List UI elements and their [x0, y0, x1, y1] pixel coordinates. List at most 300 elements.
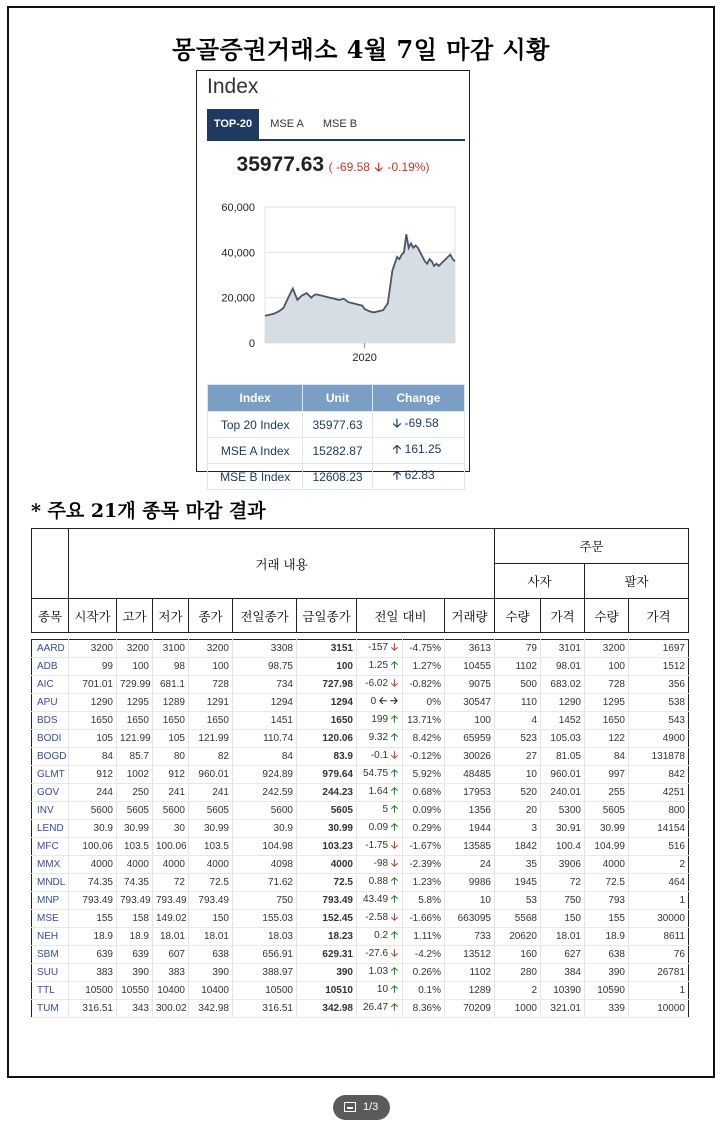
table-row [32, 658, 689, 676]
cell-bq: 35 [495, 856, 541, 874]
tab-mse-a[interactable]: MSE A [270, 118, 304, 130]
cell-close: 960.01 [189, 766, 233, 784]
header-sell-group: 팔자 [585, 564, 689, 599]
cell-pct: 0% [403, 694, 445, 712]
cell-bp: 627 [541, 946, 585, 964]
y-tick-label: 0 [248, 338, 255, 350]
cell-vol: 9075 [445, 676, 495, 694]
up-arrow-icon: 🡡 [392, 468, 402, 482]
down-arrow-icon: 🡣 [390, 642, 398, 653]
cell-prev: 4098 [233, 856, 297, 874]
cell-diff [357, 856, 403, 874]
col-header: 종가 [189, 599, 233, 633]
cell-sp: 8611 [629, 928, 689, 946]
cell-prev: 155.03 [233, 910, 297, 928]
cell-vol: 13585 [445, 838, 495, 856]
index-row [208, 438, 465, 464]
up-arrow-icon: 🡡 [390, 876, 398, 887]
index-value-line [197, 153, 469, 179]
cell-pct: -1.67% [403, 838, 445, 856]
cell-bq: 1842 [495, 838, 541, 856]
header-buy-group: 사자 [495, 564, 585, 599]
cell-sym: ADB [32, 658, 69, 676]
down-arrow-icon: 🡣 [392, 416, 402, 430]
page-count: 1/3 [363, 1101, 379, 1113]
cell-sym: MNP [32, 892, 69, 910]
cell-vol: 3613 [445, 640, 495, 658]
cell-bp: 150 [541, 910, 585, 928]
cell-sym: GLMT [32, 766, 69, 784]
cell-low: 681.1 [153, 676, 189, 694]
up-arrow-icon: 🡡 [390, 984, 398, 995]
cell-high: 85.7 [117, 748, 153, 766]
cell-low: 30 [153, 820, 189, 838]
cell-bp: 960.01 [541, 766, 585, 784]
cell-sp: 800 [629, 802, 689, 820]
cell-bp: 100.4 [541, 838, 585, 856]
cell-high: 793.49 [117, 892, 153, 910]
index-name: MSE B Index [208, 464, 303, 490]
cell-sym: NEH [32, 928, 69, 946]
cell-pct: -4.2% [403, 946, 445, 964]
index-row [208, 464, 465, 490]
table-row [32, 946, 689, 964]
cell-close: 103.5 [189, 838, 233, 856]
table-row [32, 712, 689, 730]
cell-low: 100.06 [153, 838, 189, 856]
cell-prev: 316.51 [233, 1000, 297, 1018]
cell-today: 152.45 [297, 910, 357, 928]
cell-open: 18.9 [69, 928, 117, 946]
cell-sp: 516 [629, 838, 689, 856]
cell-diff [357, 694, 403, 712]
cell-today: 1650 [297, 712, 357, 730]
cell-low: 300.02 [153, 1000, 189, 1018]
cell-close: 638 [189, 946, 233, 964]
cell-bp: 10390 [541, 982, 585, 1000]
cell-low: 72 [153, 874, 189, 892]
table-row [32, 928, 689, 946]
cell-high: 121.99 [117, 730, 153, 748]
cell-close: 728 [189, 676, 233, 694]
table-header [31, 528, 689, 633]
cell-prev: 10500 [233, 982, 297, 1000]
cell-close: 150 [189, 910, 233, 928]
diff-value: -1.75 [365, 840, 389, 851]
cell-sym: LEND [32, 820, 69, 838]
table-row [32, 856, 689, 874]
cell-prev: 1294 [233, 694, 297, 712]
index-change-value: 161.25 [404, 442, 442, 456]
cell-pct: 0.68% [403, 784, 445, 802]
cell-sq: 18.9 [585, 928, 629, 946]
widget-title: Index [207, 75, 259, 98]
cell-high: 343 [117, 1000, 153, 1018]
cell-today: 390 [297, 964, 357, 982]
cell-open: 383 [69, 964, 117, 982]
cell-vol: 733 [445, 928, 495, 946]
cell-diff [357, 892, 403, 910]
cell-bp: 1290 [541, 694, 585, 712]
cell-today: 5605 [297, 802, 357, 820]
cell-diff [357, 910, 403, 928]
cell-high: 30.99 [117, 820, 153, 838]
table-row [32, 964, 689, 982]
diff-value: -2.58 [365, 912, 389, 923]
cell-vol: 65959 [445, 730, 495, 748]
cell-bp: 98.01 [541, 658, 585, 676]
table-row [32, 676, 689, 694]
down-arrow-icon: 🡣 [390, 948, 398, 959]
cell-sp: 543 [629, 712, 689, 730]
diff-value: 0 [370, 696, 377, 707]
cell-pct: -2.39% [403, 856, 445, 874]
cell-bp: 750 [541, 892, 585, 910]
cell-close: 390 [189, 964, 233, 982]
cell-close: 100 [189, 658, 233, 676]
cell-vol: 48485 [445, 766, 495, 784]
cell-bq: 20 [495, 802, 541, 820]
page-icon [344, 1102, 356, 1112]
cell-today: 10510 [297, 982, 357, 1000]
cell-today: 3151 [297, 640, 357, 658]
cell-open: 155 [69, 910, 117, 928]
cell-open: 105 [69, 730, 117, 748]
cell-open: 74.35 [69, 874, 117, 892]
cell-vol: 10455 [445, 658, 495, 676]
cell-today: 342.98 [297, 1000, 357, 1018]
up-arrow-icon: 🡡 [390, 930, 398, 941]
down-arrow-icon: 🡣 [374, 160, 383, 174]
table-row [32, 874, 689, 892]
cell-bp: 18.01 [541, 928, 585, 946]
cell-sym: MFC [32, 838, 69, 856]
cell-close: 10400 [189, 982, 233, 1000]
col-header: 거래량 [445, 599, 495, 633]
table-row [32, 730, 689, 748]
diff-value: 9.32 [368, 732, 389, 743]
cell-bq: 160 [495, 946, 541, 964]
cell-bq: 53 [495, 892, 541, 910]
cell-open: 639 [69, 946, 117, 964]
cell-prev: 71.62 [233, 874, 297, 892]
cell-prev: 750 [233, 892, 297, 910]
cell-sq: 155 [585, 910, 629, 928]
index-change-cell [372, 412, 464, 438]
cell-bp: 3906 [541, 856, 585, 874]
cell-bp: 72 [541, 874, 585, 892]
diff-value: 1.03 [368, 966, 389, 977]
cell-sym: MSE [32, 910, 69, 928]
table-body [31, 639, 689, 1018]
cell-diff [357, 874, 403, 892]
diff-value: -98 [373, 858, 389, 869]
index-change: ( -69.58 [328, 160, 370, 174]
table-row [32, 982, 689, 1000]
cell-low: 3100 [153, 640, 189, 658]
cell-prev: 656.91 [233, 946, 297, 964]
cell-low: 1289 [153, 694, 189, 712]
cell-close: 3200 [189, 640, 233, 658]
col-header: 고가 [117, 599, 153, 633]
cell-bp: 105.03 [541, 730, 585, 748]
diff-value: 0.88 [368, 876, 389, 887]
cell-sq: 5605 [585, 802, 629, 820]
table-row [32, 910, 689, 928]
down-arrow-icon: 🡣 [390, 858, 398, 869]
cell-prev: 242.59 [233, 784, 297, 802]
cell-bq: 79 [495, 640, 541, 658]
cell-open: 1650 [69, 712, 117, 730]
cell-close: 82 [189, 748, 233, 766]
cell-open: 701.01 [69, 676, 117, 694]
cell-sp: 131878 [629, 748, 689, 766]
cell-sym: INV [32, 802, 69, 820]
cell-vol: 13512 [445, 946, 495, 964]
col-header: 수량 [495, 599, 541, 633]
col-header-unit: Unit [303, 385, 372, 412]
cell-low: 80 [153, 748, 189, 766]
cell-open: 99 [69, 658, 117, 676]
col-header: 저가 [153, 599, 189, 633]
cell-pct: 8.42% [403, 730, 445, 748]
cell-bp: 384 [541, 964, 585, 982]
cell-sp: 26781 [629, 964, 689, 982]
tab-top20[interactable]: TOP-20 [207, 109, 259, 139]
diff-value: -0.1 [370, 750, 389, 761]
index-widget [196, 70, 470, 484]
cell-sq: 997 [585, 766, 629, 784]
cell-pct: 13.71% [403, 712, 445, 730]
up-arrow-icon: 🡡 [390, 768, 398, 779]
cell-open: 84 [69, 748, 117, 766]
cell-prev: 1451 [233, 712, 297, 730]
cell-bq: 27 [495, 748, 541, 766]
cell-today: 727.98 [297, 676, 357, 694]
header-blank [32, 529, 69, 599]
cell-diff [357, 748, 403, 766]
cell-today: 4000 [297, 856, 357, 874]
cell-high: 3200 [117, 640, 153, 658]
index-change-value: -69.58 [404, 416, 439, 430]
cell-sp: 14154 [629, 820, 689, 838]
cell-open: 4000 [69, 856, 117, 874]
cell-diff [357, 676, 403, 694]
cell-pct: 1.11% [403, 928, 445, 946]
cell-pct: 5.92% [403, 766, 445, 784]
cell-sym: SBM [32, 946, 69, 964]
up-arrow-icon: 🡡 [390, 966, 398, 977]
cell-today: 1294 [297, 694, 357, 712]
cell-low: 1650 [153, 712, 189, 730]
cell-pct: 1.27% [403, 658, 445, 676]
cell-sq: 104.99 [585, 838, 629, 856]
index-name: Top 20 Index [208, 412, 303, 438]
cell-vol: 663095 [445, 910, 495, 928]
diff-value: -6.02 [365, 678, 389, 689]
cell-sq: 3200 [585, 640, 629, 658]
col-header: 전일종가 [233, 599, 297, 633]
cell-sq: 100 [585, 658, 629, 676]
x-tick-label: 2020 [352, 352, 377, 364]
cell-bq: 280 [495, 964, 541, 982]
index-change-value: 62.83 [404, 468, 435, 482]
cell-close: 241 [189, 784, 233, 802]
cell-sym: AARD [32, 640, 69, 658]
cell-diff [357, 730, 403, 748]
cell-today: 100 [297, 658, 357, 676]
cell-low: 793.49 [153, 892, 189, 910]
diff-value: 26.47 [363, 1002, 389, 1013]
cell-low: 149.02 [153, 910, 189, 928]
cell-sp: 538 [629, 694, 689, 712]
col-header: 금일종가 [297, 599, 357, 633]
index-unit: 35977.63 [303, 412, 372, 438]
cell-sp: 1 [629, 892, 689, 910]
cell-prev: 388.97 [233, 964, 297, 982]
cell-sq: 72.5 [585, 874, 629, 892]
cell-high: 10550 [117, 982, 153, 1000]
col-header: 가격 [541, 599, 585, 633]
cell-sq: 638 [585, 946, 629, 964]
down-arrow-icon: 🡣 [390, 750, 398, 761]
y-tick-label: 20,000 [221, 292, 255, 305]
cell-vol: 1944 [445, 820, 495, 838]
col-header: 가격 [629, 599, 689, 633]
cell-low: 4000 [153, 856, 189, 874]
cell-close: 4000 [189, 856, 233, 874]
cell-diff [357, 1000, 403, 1018]
cell-sq: 1650 [585, 712, 629, 730]
diff-value: 5 [382, 804, 389, 815]
tab-mse-b[interactable]: MSE B [322, 118, 358, 130]
cell-today: 83.9 [297, 748, 357, 766]
table-row [32, 694, 689, 712]
up-arrow-icon: 🡡 [390, 894, 398, 905]
diff-value: 0.2 [374, 930, 389, 941]
cell-today: 103.23 [297, 838, 357, 856]
page-title: 몽골증권거래소 4월 7일 마감 시황 [172, 35, 550, 64]
cell-pct: 0.09% [403, 802, 445, 820]
diff-value: -27.6 [365, 948, 389, 959]
cell-sym: APU [32, 694, 69, 712]
cell-high: 639 [117, 946, 153, 964]
cell-sym: SUU [32, 964, 69, 982]
table-row [32, 640, 689, 658]
col-header-change: Change [372, 385, 464, 412]
page-indicator[interactable] [333, 1095, 390, 1120]
cell-open: 912 [69, 766, 117, 784]
up-arrow-icon: 🡡 [390, 804, 398, 815]
cell-bq: 1102 [495, 658, 541, 676]
cell-vol: 1289 [445, 982, 495, 1000]
cell-close: 1291 [189, 694, 233, 712]
cell-high: 158 [117, 910, 153, 928]
cell-open: 1290 [69, 694, 117, 712]
cell-bq: 10 [495, 766, 541, 784]
up-arrow-icon: 🡡 [390, 732, 398, 743]
cell-close: 18.01 [189, 928, 233, 946]
cell-bq: 110 [495, 694, 541, 712]
cell-open: 5600 [69, 802, 117, 820]
cell-sym: MNDL [32, 874, 69, 892]
cell-diff [357, 712, 403, 730]
cell-high: 5605 [117, 802, 153, 820]
cell-high: 390 [117, 964, 153, 982]
header-order-group: 주문 [495, 529, 689, 564]
cell-today: 793.49 [297, 892, 357, 910]
cell-prev: 924.89 [233, 766, 297, 784]
index-unit: 12608.23 [303, 464, 372, 490]
cell-sp: 2 [629, 856, 689, 874]
index-row [208, 412, 465, 438]
cell-open: 100.06 [69, 838, 117, 856]
cell-today: 72.5 [297, 874, 357, 892]
cell-today: 979.64 [297, 766, 357, 784]
cell-sym: AIC [32, 676, 69, 694]
cell-bq: 523 [495, 730, 541, 748]
cell-sp: 10000 [629, 1000, 689, 1018]
cell-bq: 520 [495, 784, 541, 802]
cell-diff [357, 820, 403, 838]
cell-bq: 3 [495, 820, 541, 838]
cell-sym: GOV [32, 784, 69, 802]
cell-vol: 70209 [445, 1000, 495, 1018]
index-summary-table [207, 384, 465, 490]
cell-sp: 1 [629, 982, 689, 1000]
cell-bp: 240.01 [541, 784, 585, 802]
cell-bq: 2 [495, 982, 541, 1000]
cell-pct: 5.8% [403, 892, 445, 910]
cell-sq: 84 [585, 748, 629, 766]
cell-diff [357, 982, 403, 1000]
cell-bq: 5568 [495, 910, 541, 928]
cell-open: 3200 [69, 640, 117, 658]
cell-today: 18.23 [297, 928, 357, 946]
up-arrow-icon: 🡡 [390, 660, 398, 671]
cell-vol: 30026 [445, 748, 495, 766]
diff-value: 43.49 [363, 894, 389, 905]
cell-bp: 1452 [541, 712, 585, 730]
cell-vol: 9986 [445, 874, 495, 892]
cell-low: 18.01 [153, 928, 189, 946]
header-trade-group: 거래 내용 [69, 529, 495, 599]
cell-vol: 10 [445, 892, 495, 910]
cell-bq: 500 [495, 676, 541, 694]
left-right-arrows-icon: 🡠 🡢 [379, 696, 398, 707]
cell-prev: 104.98 [233, 838, 297, 856]
cell-bp: 30.91 [541, 820, 585, 838]
cell-pct: 1.23% [403, 874, 445, 892]
cell-sq: 1295 [585, 694, 629, 712]
cell-sp: 464 [629, 874, 689, 892]
cell-low: 98 [153, 658, 189, 676]
cell-open: 316.51 [69, 1000, 117, 1018]
section-subtitle: * 주요 21개 종목 마감 결과 [31, 500, 266, 522]
cell-close: 30.99 [189, 820, 233, 838]
cell-vol: 1102 [445, 964, 495, 982]
cell-prev: 30.9 [233, 820, 297, 838]
cell-diff [357, 802, 403, 820]
cell-sp: 1512 [629, 658, 689, 676]
cell-open: 244 [69, 784, 117, 802]
cell-bq: 1945 [495, 874, 541, 892]
cell-prev: 84 [233, 748, 297, 766]
cell-bp: 321.01 [541, 1000, 585, 1018]
cell-pct: 0.29% [403, 820, 445, 838]
cell-sq: 793 [585, 892, 629, 910]
cell-pct: -0.82% [403, 676, 445, 694]
